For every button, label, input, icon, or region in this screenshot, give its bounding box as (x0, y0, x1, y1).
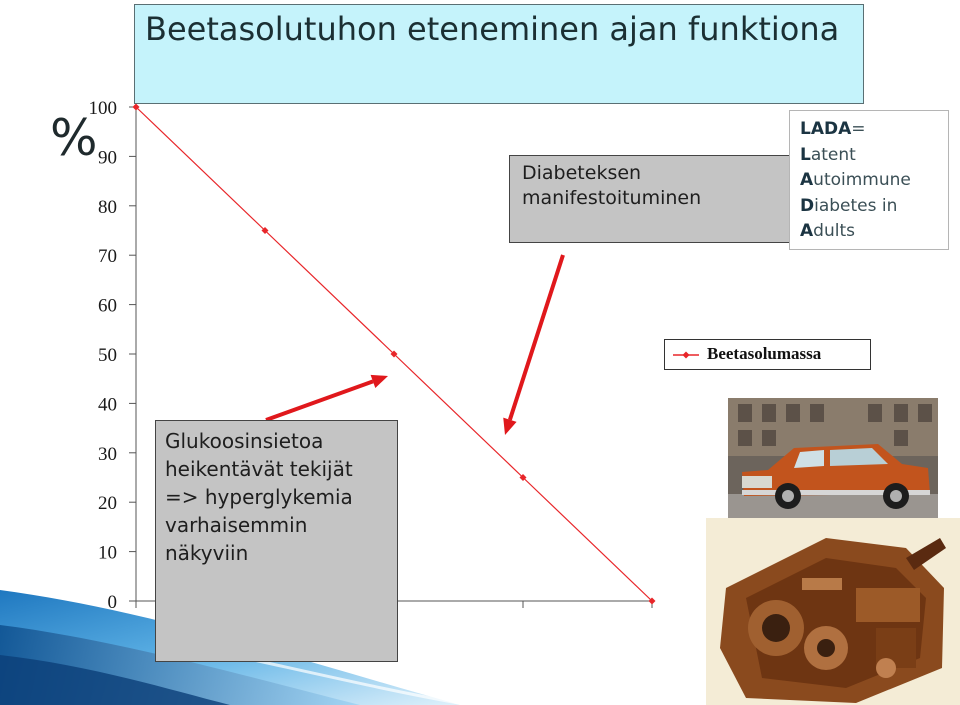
lada-car-image (728, 398, 938, 520)
y-tick-label: 40 (98, 394, 117, 416)
y-tick-label: 30 (98, 443, 117, 465)
legend-series-name: Beetasolumassa (707, 344, 822, 363)
lada-abbrev: LADA (800, 119, 852, 139)
lada-rest: atent (810, 144, 856, 165)
y-tick-label: 70 (98, 246, 117, 268)
glucose-arrow-icon (266, 375, 388, 420)
lada-definition-box (789, 110, 949, 250)
y-tick-label: 80 (98, 196, 117, 218)
y-tick-label: 50 (98, 345, 117, 366)
lada-engine-image (706, 518, 960, 705)
lada-line (800, 219, 938, 245)
y-tick-label: 100 (88, 98, 117, 119)
y-tick-label: 60 (98, 295, 117, 317)
lada-initial: D (800, 195, 815, 216)
y-tick-label: 20 (98, 493, 117, 515)
y-tick-label: 0 (107, 592, 117, 613)
manifestation-box: Diabeteksen manifestoituminen (509, 155, 794, 243)
chart-legend (664, 339, 871, 370)
y-tick-label: 90 (98, 147, 117, 169)
lada-line (800, 168, 938, 194)
slide-title: Beetasolutuhon eteneminen ajan funktiona (134, 4, 864, 104)
lada-line (800, 143, 938, 169)
manifestation-arrow-icon (503, 255, 563, 435)
lada-rest: iabetes in (814, 195, 898, 216)
y-tick-label: 10 (98, 542, 117, 564)
y-unit-label: % (50, 109, 98, 167)
lada-equals: = (851, 119, 866, 139)
lada-initial: A (800, 221, 814, 241)
lada-heading (800, 117, 938, 143)
lada-rest: dults (813, 221, 855, 241)
lada-rest: utoimmune (813, 170, 911, 190)
lada-initial: L (800, 144, 811, 165)
glucose-tolerance-box: Glukoosinsietoa heikentävät tekijät => hyperglykemia varhaisemmin näkyviin (155, 420, 398, 662)
legend-marker (665, 340, 705, 369)
lada-initial: A (800, 170, 814, 190)
lada-line (800, 194, 938, 220)
